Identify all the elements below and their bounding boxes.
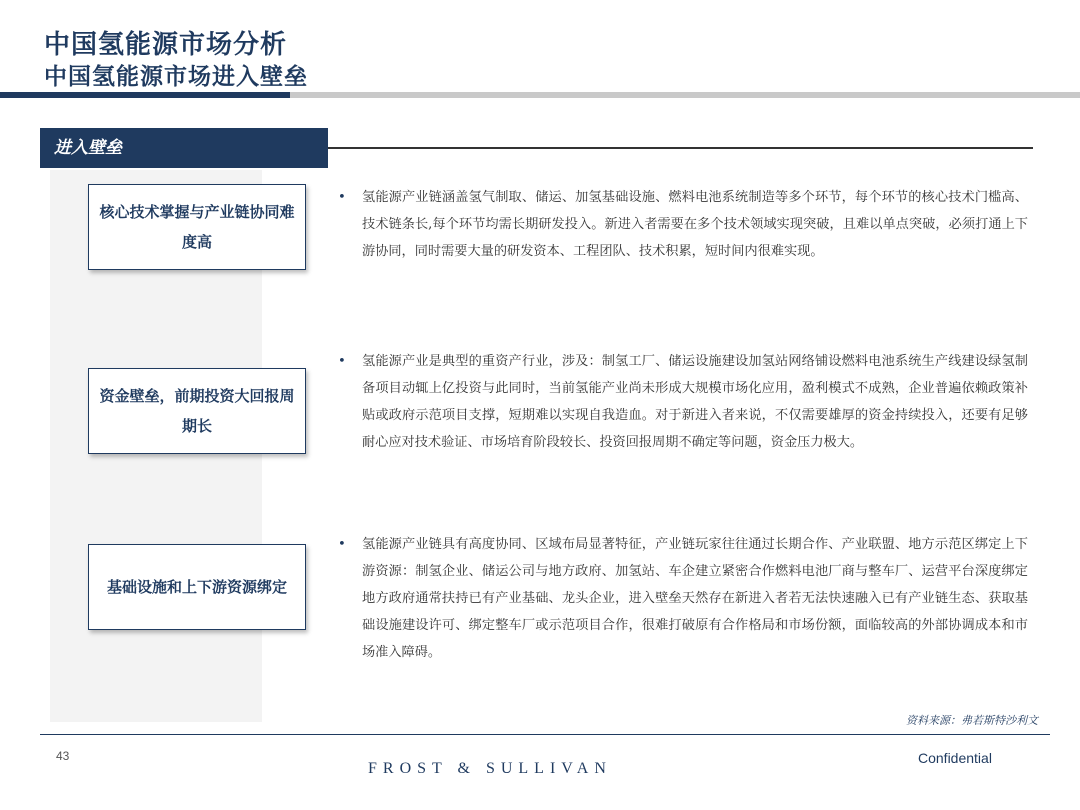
- page-subtitle: 中国氢能源市场进入壁垒: [44, 63, 308, 90]
- description-text: 氢能源产业链涵盖氢气制取、储运、加氢基础设施、燃料电池系统制造等多个环节，每个环节的核心技术门槛高、技术链条长,每个环节均需长期研发投入。新进入者需要在多个技术领域实现突破，且难以单点突破，必须打通上下游协同，同时需要大量的研发资本、工程团队、技术积累，短时间内很难实现。: [362, 190, 1028, 259]
- barrier-description-infrastructure: [338, 531, 1028, 666]
- barrier-label: 基础设施和上下游资源绑定: [106, 578, 287, 596]
- barrier-description-capital: [338, 348, 1028, 456]
- source-note: 资料来源：弗若斯特沙利文: [906, 714, 1038, 727]
- bullet-icon: •: [338, 537, 346, 552]
- header-rule: [290, 92, 1080, 98]
- page-title: 中国氢能源市场分析: [44, 30, 288, 60]
- section-tab: 进入壁垒: [40, 128, 328, 168]
- barrier-label: 资金壁垒，前期投资大回报周期长: [99, 387, 295, 435]
- barrier-description-technology: [338, 184, 1028, 265]
- page-number: 43: [56, 749, 70, 763]
- barrier-box-capital: [88, 368, 306, 454]
- brand-logo-text: FROST & SULLIVAN: [368, 760, 612, 777]
- footer-rule: [40, 734, 1050, 735]
- bullet-icon: •: [338, 354, 346, 369]
- barrier-box-infrastructure: [88, 544, 306, 630]
- confidential-label: Confidential: [918, 750, 992, 766]
- description-text: 氢能源产业是典型的重资产行业，涉及：制氢工厂、储运设施建设加氢站网络铺设燃料电池系统生产线建设绿氢制备项目动辄上亿投资与此同时，当前氢能产业尚未形成大规模市场化应用，盈利模式不成熟，企业普遍依赖政策补贴或政府示范项目支撑，短期难以实现自我造血。对于新进入者来说，不仅需要雄厚的资金持续投入，还要有足够耐心应对技术验证、市场培育阶段较长、投资回报周期不确定等问题，资金压力极大。: [362, 354, 1028, 450]
- description-text: 氢能源产业链具有高度协同、区域布局显著特征，产业链玩家往往通过长期合作、产业联盟、地方示范区绑定上下游资源：制氢企业、储运公司与地方政府、加氢站、车企建立紧密合作燃料电池厂商与整车厂、运营平台深度绑定地方政府通常扶持已有产业基础、龙头企业，进入壁垒天然存在新进入者若无法快速融入已有产业链生态、获取基础设施建设许可、绑定整车厂或示范项目合作，很难打破原有合作格局和市场份额，面临较高的外部协调成本和市场准入障碍。: [362, 537, 1028, 660]
- barrier-box-technology: [88, 184, 306, 270]
- barrier-label: 核心技术掌握与产业链协同难度高: [99, 203, 295, 251]
- bullet-icon: •: [338, 190, 346, 205]
- section-divider: [328, 147, 1033, 149]
- header-rule-accent: [0, 92, 290, 98]
